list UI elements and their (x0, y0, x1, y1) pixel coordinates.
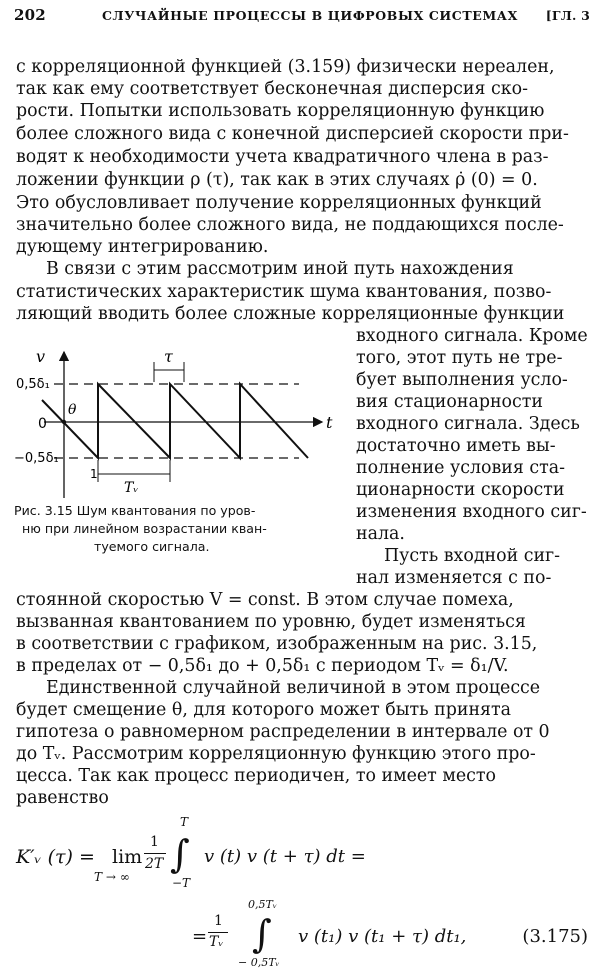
text-line: достаточно иметь вы- (356, 436, 556, 456)
quantization-noise-figure (14, 340, 344, 502)
text-line: ложении функции ρ (τ), так как в этих случаях ρ̇ (0) = 0. (16, 170, 538, 190)
text-line: входного сигнала. Кроме (356, 326, 588, 346)
caption-line: ню при линейном возрастании кван- (22, 521, 267, 536)
caption-line: туемого сигнала. (94, 539, 210, 554)
text-line: Это обусловливает получение корреляционных функций (16, 193, 542, 213)
zero-label: 0 (38, 416, 47, 432)
caption-line: Рис. 3.15 Шум квантования по уров- (14, 503, 256, 518)
running-header (14, 6, 590, 28)
tau-label: τ (164, 347, 173, 366)
formula-lim: lim (112, 846, 143, 868)
frac1-num: 1 (150, 834, 159, 850)
text-line: значительно более сложного вида, не поддающихся после- (16, 215, 564, 235)
text-line: дующему интегрированию. (16, 237, 269, 257)
integral-sign: ∫ (170, 832, 190, 876)
text-line: ляющий вводить более сложные корреляционные функции (16, 304, 565, 324)
text-line: В связи с этим рассмотрим иной путь нахождения (46, 259, 514, 279)
formula-lhs: K′ᵥ (τ) = (16, 846, 95, 868)
period-label: Tᵥ (124, 480, 139, 496)
text-line: Пусть входной сиг- (384, 546, 561, 566)
frac1-den: 2T (145, 856, 164, 872)
text-line: вия стационарности (356, 392, 543, 412)
text-line: с корреляционной функцией (3.159) физически нереален, (16, 57, 555, 77)
theta-point (62, 420, 66, 424)
integrand1: v (t) v (t + τ) dt = (204, 846, 366, 867)
figure-caption (14, 502, 344, 556)
text-line: водят к необходимости учета квадратичного члена в раз- (16, 147, 549, 167)
frac1-bar (144, 853, 166, 854)
equation-number: (3.175) (522, 926, 588, 947)
text-line: статистических характеристик шума квантования, позво- (16, 282, 552, 302)
text-line: полнение условия ста- (356, 458, 565, 478)
text-line: рости. Попытки использовать корреляционную функцию (16, 101, 545, 121)
text-line: ционарности скорости (356, 480, 565, 500)
text-line: Единственной случайной величиной в этом процессе (46, 678, 541, 698)
text-line: бует выполнения усло- (356, 370, 568, 390)
frac2-bar (208, 932, 228, 933)
text-line: гипотеза о равномерном распределении в интервале от 0 (16, 722, 550, 742)
text-line: стоянной скоростью V = const. В этом случае помеха, (16, 590, 514, 610)
lower-level-label: −0,5δ₁ (14, 451, 59, 466)
text-line: более сложного вида с конечной дисперсией скорости при- (16, 124, 569, 144)
text-line: цесса. Так как процесс периодичен, то имеет место (16, 766, 496, 786)
text-line: того, этот путь не тре- (356, 348, 563, 368)
running-title: СЛУЧАЙНЫЕ ПРОЦЕССЫ В ЦИФРОВЫХ СИСТЕМАХ (102, 8, 518, 23)
v-axis-label: v (36, 347, 46, 366)
formula-lim-sub: T → ∞ (94, 870, 130, 884)
text-line: в пределах от − 0,5δ₁ до + 0,5δ₁ с периодом Tᵥ = δ₁/V. (16, 656, 509, 676)
int1-upper: T (180, 815, 189, 829)
int2-lower: − 0,5Tᵥ (238, 956, 280, 969)
sawtooth-curve (42, 384, 308, 458)
formula-eq2: = (192, 926, 208, 947)
int2-upper: 0,5Tᵥ (248, 898, 277, 911)
text-line: в соответствии с графиком, изображенным на рис. 3.15, (16, 634, 538, 654)
theta-label: θ (68, 402, 77, 418)
integrand2: v (t₁) v (t₁ + τ) dt₁, (298, 926, 467, 947)
one-label: 1 (90, 467, 98, 481)
text-line: изменения входного сиг- (356, 502, 587, 522)
int1-lower: −T (172, 876, 191, 890)
text-line: вызванная квантованием по уровню, будет изменяться (16, 612, 526, 632)
t-axis-label: t (326, 413, 333, 432)
frac2-num: 1 (214, 913, 223, 929)
text-line: нала. (356, 524, 405, 544)
text-line: до Tᵥ. Рассмотрим корреляционную функцию этого про- (16, 744, 536, 764)
frac2-den: Tᵥ (209, 934, 224, 950)
upper-level-label: 0,5δ₁ (16, 377, 50, 392)
page-number: 202 (14, 6, 46, 24)
integral-sign: ∫ (252, 912, 272, 956)
text-line: нал изменяется с по- (356, 568, 552, 588)
text-line: входного сигнала. Здесь (356, 414, 580, 434)
text-line: будет смещение θ, для которого может быть принята (16, 700, 512, 720)
chapter-label: [ГЛ. 3 (545, 8, 590, 23)
text-line: равенство (16, 788, 109, 808)
text-line: так как ему соответствует бесконечная дисперсия ско- (16, 79, 528, 99)
